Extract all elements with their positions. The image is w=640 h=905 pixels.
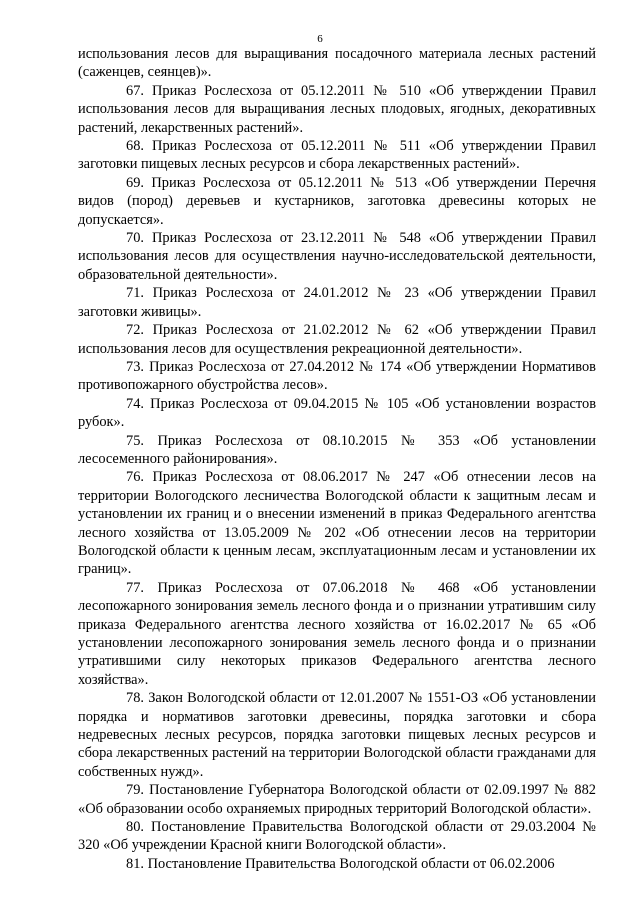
list-item-text: Приказ Рослесхоза от 08.10.2015 № 353 «Об установлении лесосеменного районирования».	[78, 432, 596, 467]
list-item-text: Приказ Рослесхоза от 05.12.2011 № 513 «Об утверждении Перечня видов (пород) деревьев и кустарников, заготовка древесины которых не допускается».	[78, 174, 596, 228]
list-item-number: 67.	[126, 82, 144, 99]
list-item-number: 80.	[126, 819, 144, 836]
document-body	[78, 45, 596, 873]
list-item-number: 74.	[126, 395, 144, 412]
list-item-text: Приказ Рослесхоза от 27.04.2012 № 174 «Об утверждении Нормативов противопожарного обустройства лесов».	[78, 358, 596, 394]
list-item-text: Постановление Правительства Вологодской области от 29.03.2004 № 320 «Об учреждении Красной книги Вологодской области».	[78, 819, 596, 854]
list-item	[78, 174, 596, 229]
list-item	[78, 855, 596, 873]
list-item-text: Постановление Правительства Вологодской области от 06.02.2006	[147, 855, 555, 872]
list-item-number: 76.	[126, 469, 144, 486]
list-item	[78, 137, 596, 174]
list-item-text: Приказ Рослесхоза от 07.06.2018 № 468 «Об установлении лесопожарного зонирования земель лесного фонда и о признании утратившим силу приказа Федерального агентства лесного хозяйства от 16.02.2017 № 65 «Об установлении лесопожарного зонирования земель лесного фонда и о признании утратившими силу некоторых приказов Федерального агентства лесного хозяйства».	[78, 579, 596, 688]
list-item-text: Приказ Рослесхоза от 24.01.2012 № 23 «Об утверждении Правил заготовки живицы».	[78, 285, 596, 320]
page-number: 6	[317, 33, 323, 45]
list-item-text: Приказ Рослесхоза от 08.06.2017 № 247 «Об отнесении лесов на территории Вологодского лесничества Вологодской области к защитным лесам и установлении их границ и о внесении изменений в приказ Федерального агентства лесного хозяйства от 13.05.2009 № 202 «Об отнесении лесов на территории Вологодской области к ценным лесам, эксплуатационным лесам и установлении их границ».	[78, 469, 596, 578]
list-item-text: Приказ Рослесхоза от 09.04.2015 № 105 «Об установлении возрастов рубок».	[78, 395, 596, 431]
list-item-number: 72.	[126, 322, 144, 339]
list-item	[78, 432, 596, 469]
list-item-text: использования лесов для выращивания посадочного материала лесных растений (саженцев, сеянцев)».	[78, 46, 596, 81]
list-item	[78, 321, 596, 358]
list-item	[78, 781, 596, 818]
list-item-number: 69.	[126, 174, 144, 191]
list-item	[78, 689, 596, 781]
list-item-text: Приказ Рослесхоза от 21.02.2012 № 62 «Об утверждении Правил использования лесов для осуществления рекреационной деятельности».	[78, 322, 596, 357]
list-item-number: 78.	[126, 690, 144, 707]
list-item-number: 71.	[126, 285, 144, 302]
list-item-number: 68.	[126, 138, 144, 155]
list-item-text: Приказ Рослесхоза от 23.12.2011 № 548 «Об утверждении Правил использования лесов для осуществления научно-исследовательской деятельности, образовательной деятельности».	[78, 230, 596, 283]
list-item-text: Приказ Рослесхоза от 05.12.2011 № 510 «Об утверждении Правил использования лесов для выращивания лесных плодовых, ягодных, декоративных растений, лекарственных растений».	[78, 82, 596, 136]
list-item-number: 79.	[126, 782, 144, 799]
list-item-number: 81.	[126, 855, 144, 872]
list-item-number: 77.	[126, 579, 144, 596]
list-item	[78, 818, 596, 855]
list-item-number: 70.	[126, 230, 144, 247]
list-item-number: 75.	[126, 432, 144, 449]
list-item	[78, 358, 596, 395]
list-item-number: 73.	[126, 358, 144, 375]
list-item	[78, 229, 596, 284]
list-item-continuation	[78, 45, 596, 82]
list-item-text: Закон Вологодской области от 12.01.2007 № 1551-ОЗ «Об установлении порядка и нормативов заготовки древесины, порядка заготовки и сбора недревесных лесных ресурсов, порядка заготовки пищевых лесных ресурсов и сбора лекарственных растений на территории Вологодской области гражданами для собственных нужд».	[78, 690, 596, 780]
list-item-text: Приказ Рослесхоза от 05.12.2011 № 511 «Об утверждении Правил заготовки пищевых лесных ресурсов и сбора лекарственных растений».	[78, 138, 596, 173]
list-item	[78, 82, 596, 137]
list-item	[78, 284, 596, 321]
list-item	[78, 395, 596, 432]
list-item-text: Постановление Губернатора Вологодской области от 02.09.1997 № 882 «Об образовании особо охраняемых природных территорий Вологодской области».	[78, 782, 596, 817]
list-item	[78, 468, 596, 578]
list-item	[78, 579, 596, 689]
